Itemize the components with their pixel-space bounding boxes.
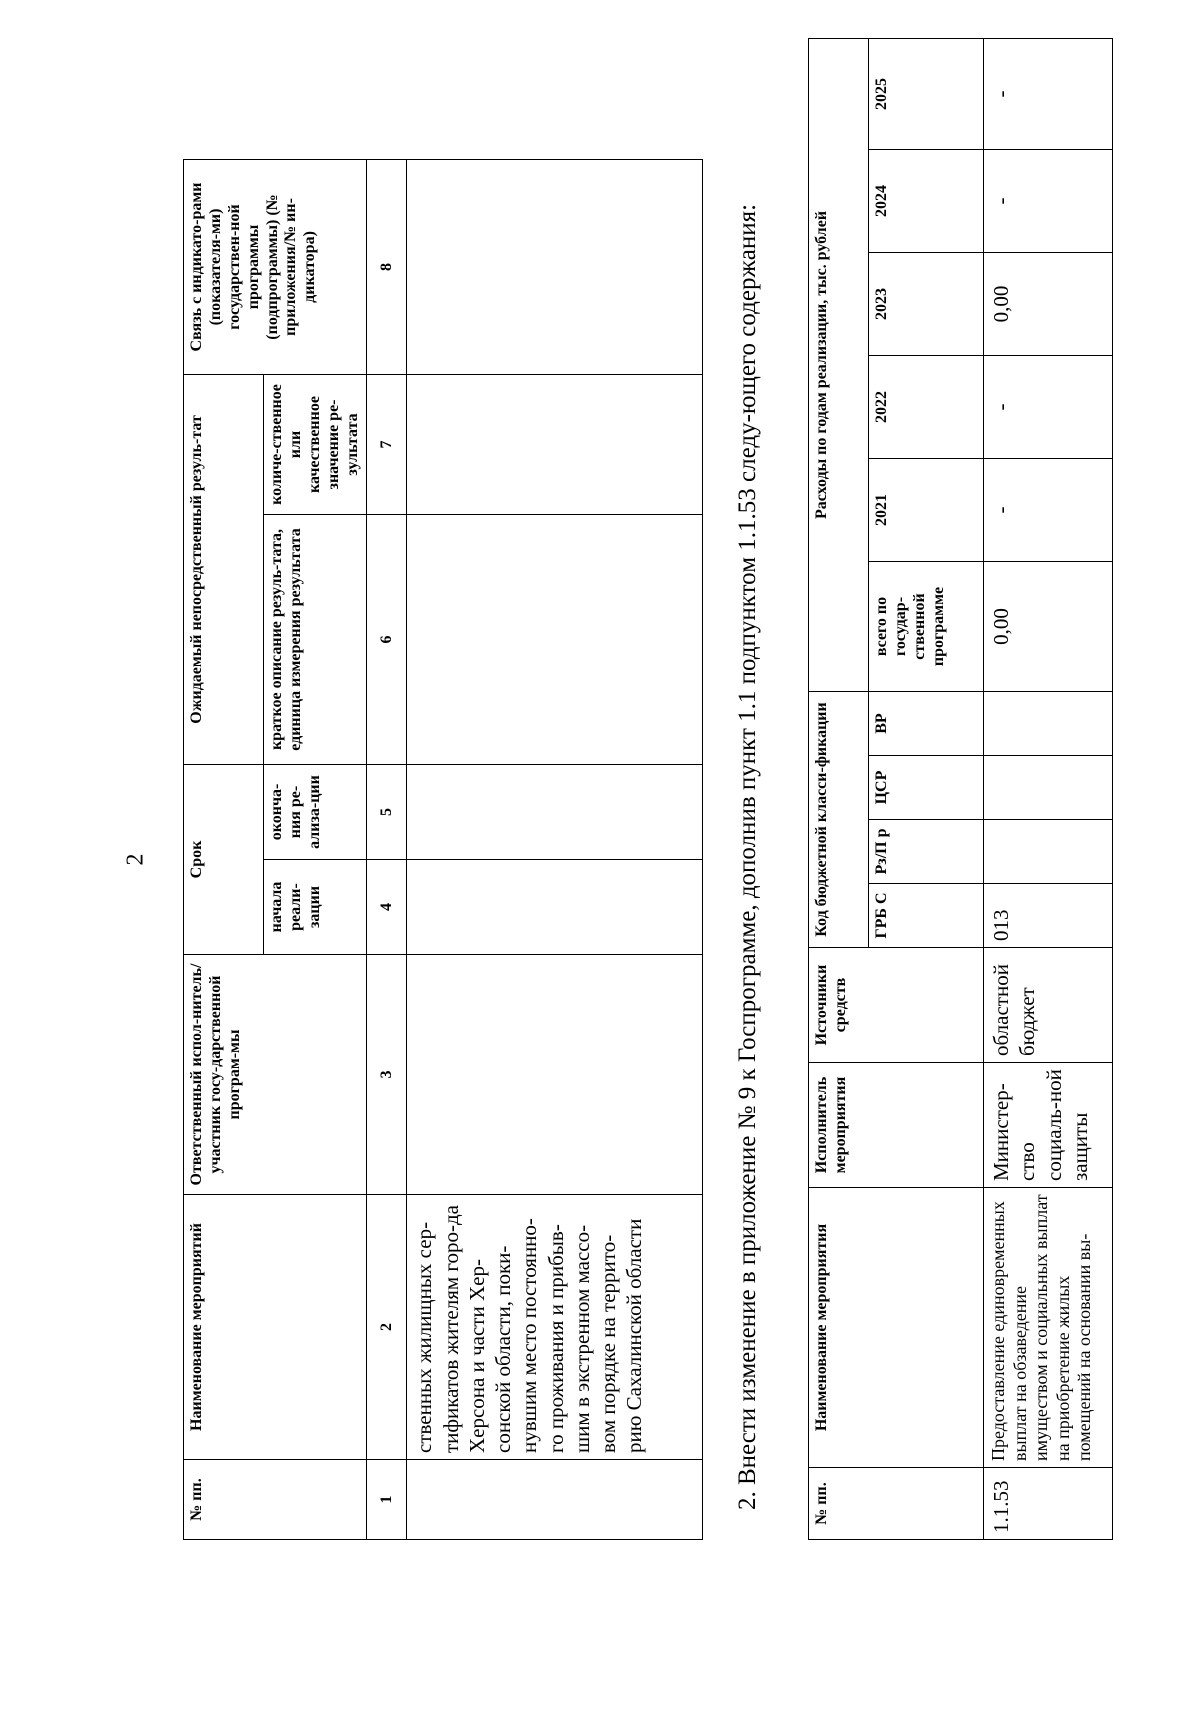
- row-num: 1.1.53: [984, 1468, 1113, 1540]
- header-term: Срок: [184, 764, 264, 954]
- table-annex9-box: [808, 40, 1113, 1540]
- header-sources: Источники средств: [809, 948, 984, 1063]
- header-budget-code: Код бюджетной класси-фикации: [809, 692, 869, 948]
- row-executor: Министер-ство социаль-ной защиты: [984, 1063, 1113, 1188]
- row-csr: [984, 756, 1113, 820]
- row-term-end: [407, 764, 703, 859]
- header-link: Связь с индикато-рами (показателя-ми) государствен-ной программы (подпрограммы) (№ приложения/№ ин-дикатора): [184, 159, 367, 374]
- measures-table-continuation: [183, 159, 703, 1540]
- table-continuation-box: [183, 160, 703, 1540]
- page-number: 2: [122, 853, 149, 866]
- row-total: 0,00: [984, 562, 1113, 692]
- col-number: 6: [367, 514, 407, 764]
- amendment-paragraph: 2. Внести изменение в приложение № 9 к Госпрограмме, дополнив пункт 1.1 подпунктом 1.1.53 следу-ющего содержания:: [734, 203, 761, 1510]
- col-number: 2: [367, 1195, 407, 1460]
- col-number: 7: [367, 374, 407, 514]
- row-link: [407, 159, 703, 374]
- header-expected-desc: краткое описание резуль-тата, единица измерения результата: [264, 514, 367, 764]
- row-rzpr: [984, 820, 1113, 884]
- header-rzpr: Рз/П р: [869, 820, 984, 884]
- header-executor: Исполнитель мероприятия: [809, 1063, 984, 1188]
- row-expected-desc: [407, 514, 703, 764]
- header-year-2024: 2024: [869, 150, 984, 253]
- header-expected-value: количе-ственное или качественное значение ре-зультата: [264, 374, 367, 514]
- header-grbs: ГРБ С: [869, 884, 984, 948]
- header-num: № пп.: [184, 1460, 367, 1540]
- header-measure-name: Наименование мероприятия: [809, 1188, 984, 1468]
- header-num: № пп.: [809, 1468, 984, 1540]
- row-year-2025: -: [984, 38, 1113, 149]
- row-year-2022: -: [984, 356, 1113, 459]
- header-year-2021: 2021: [869, 459, 984, 562]
- header-term-start: начала реали-зации: [264, 860, 367, 955]
- header-responsible: Ответственный испол-нитель/участник госу-дарственной програм-мы: [184, 955, 367, 1195]
- header-year-2025: 2025: [869, 38, 984, 149]
- col-number: 4: [367, 860, 407, 955]
- row-vr: [984, 692, 1113, 756]
- header-vr: ВР: [869, 692, 984, 756]
- row-num: [407, 1460, 703, 1540]
- row-measure-name: Предоставление единовременных выплат на обзаведение имуществом и социальных выплат на приобретение жилых помещений на основании вы-: [984, 1188, 1113, 1468]
- row-year-2023: 0,00: [984, 253, 1113, 356]
- header-expenses: Расходы по годам реализации, тыс. рублей: [809, 38, 869, 691]
- amendment-paragraph-box: [730, 70, 766, 1540]
- row-measure-name: ственных жилищных сер-тификатов жителям горо-да Херсона и части Хер-сонской области, поки-нувшим место постоянно-го проживания и прибыв-шим в экстренном массо-вом порядке на террито-рию Сахалинской области: [407, 1195, 703, 1460]
- col-number: 3: [367, 955, 407, 1195]
- header-csr: ЦСР: [869, 756, 984, 820]
- col-number: 1: [367, 1460, 407, 1540]
- header-name: Наименование мероприятий: [184, 1195, 367, 1460]
- header-term-end: оконча-ния ре-ализа-ции: [264, 764, 367, 859]
- row-year-2024: -: [984, 150, 1113, 253]
- annex9-table: [808, 38, 1113, 1540]
- header-year-2023: 2023: [869, 253, 984, 356]
- row-year-2021: -: [984, 459, 1113, 562]
- row-expected-value: [407, 374, 703, 514]
- header-total: всего по государ-ственной программе: [869, 562, 984, 692]
- row-responsible: [407, 955, 703, 1195]
- row-grbs: 013: [984, 884, 1113, 948]
- row-term-start: [407, 860, 703, 955]
- header-year-2022: 2022: [869, 356, 984, 459]
- col-number: 8: [367, 159, 407, 374]
- row-sources: областной бюджет: [984, 948, 1113, 1063]
- header-expected: Ожидаемый непосредственный резуль-тат: [184, 374, 264, 764]
- col-number: 5: [367, 764, 407, 859]
